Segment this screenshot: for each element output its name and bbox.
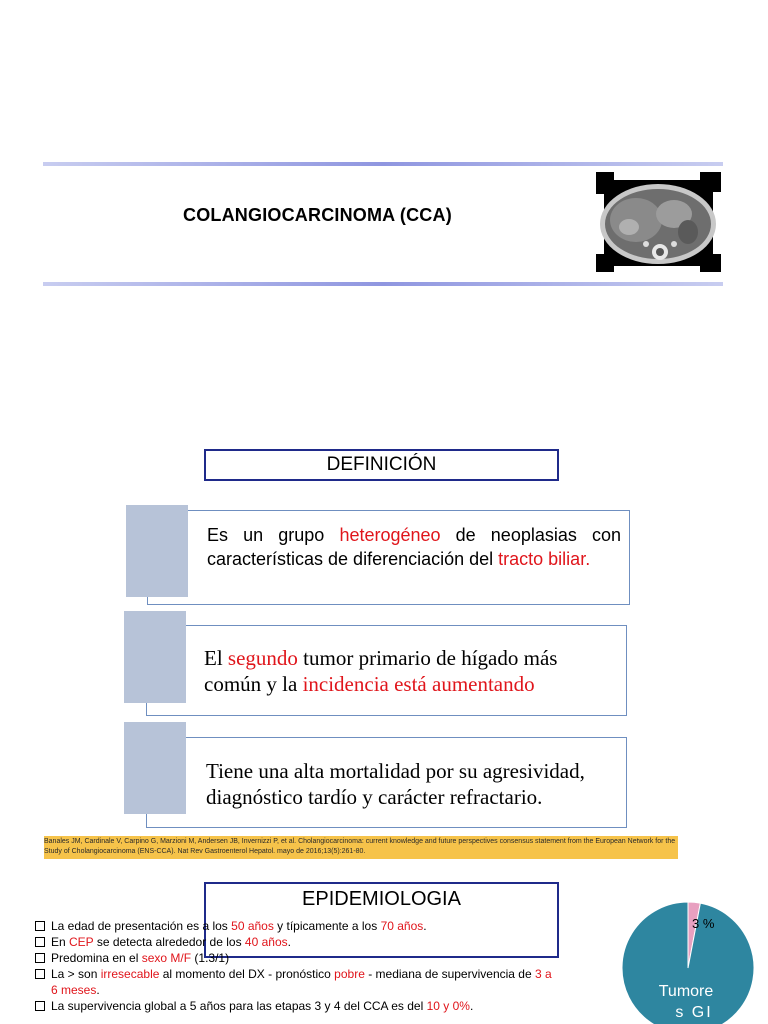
epidemiologia-bullet-list bbox=[35, 918, 555, 1014]
list-item: La > son irresecable al momento del DX - pronóstico pobre - mediana de supervivencia de 3 a 6 meses. bbox=[35, 966, 555, 998]
definicion-heading: DEFINICIÓN bbox=[326, 454, 437, 475]
definition-card-2-text: El segundo tumor primario de hígado más común y la incidencia está aumentando bbox=[204, 646, 558, 696]
epidemiologia-heading: EPIDEMIOLOGIA bbox=[302, 888, 461, 910]
ct-scan-image bbox=[596, 172, 721, 272]
list-item: En CEP se detecta alrededor de los 40 años. bbox=[35, 934, 555, 950]
definition-card-1-accent bbox=[126, 505, 188, 597]
definition-card-1-text: Es un grupo heterogéneo de neoplasias con características de diferenciación del tracto biliar. bbox=[207, 525, 621, 569]
pie-series-label-line1: Tumore bbox=[658, 983, 714, 1000]
definition-card-2-accent bbox=[124, 611, 186, 703]
list-item: Predomina en el sexo M/F (1.3/1) bbox=[35, 950, 555, 966]
title-rule-bottom bbox=[43, 282, 723, 286]
title-rule-top bbox=[43, 162, 723, 166]
list-item: La edad de presentación es a los 50 años y típicamente a los 70 años. bbox=[35, 918, 555, 934]
pie-series-label-line2: s GI bbox=[675, 1004, 713, 1021]
pie-chart bbox=[622, 890, 762, 1024]
definition-card-3-text: Tiene una alta mortalidad por su agresividad, diagnóstico tardío y carácter refractario. bbox=[206, 759, 585, 809]
list-item: La supervivencia global a 5 años para las etapas 3 y 4 del CCA es del 10 y 0%. bbox=[35, 998, 555, 1014]
pie-data-label: 3 % bbox=[692, 916, 715, 931]
definition-card-3-accent bbox=[124, 722, 186, 814]
definicion-heading-box bbox=[204, 449, 559, 481]
reference-citation: Banales JM, Cardinale V, Carpino G, Marzioni M, Andersen JB, Invernizzi P, et al. Cholangiocarcinoma: current knowledge and future perspectives consensus statement from the European Network for the Study of Cholangiocarcinoma (ENS-CCA). Nat Rev Gastroenterol Hepatol. mayo de 2016;13(5):261-80. bbox=[44, 836, 678, 859]
slide-title: COLANGIOCARCINOMA (CCA) bbox=[183, 205, 452, 225]
